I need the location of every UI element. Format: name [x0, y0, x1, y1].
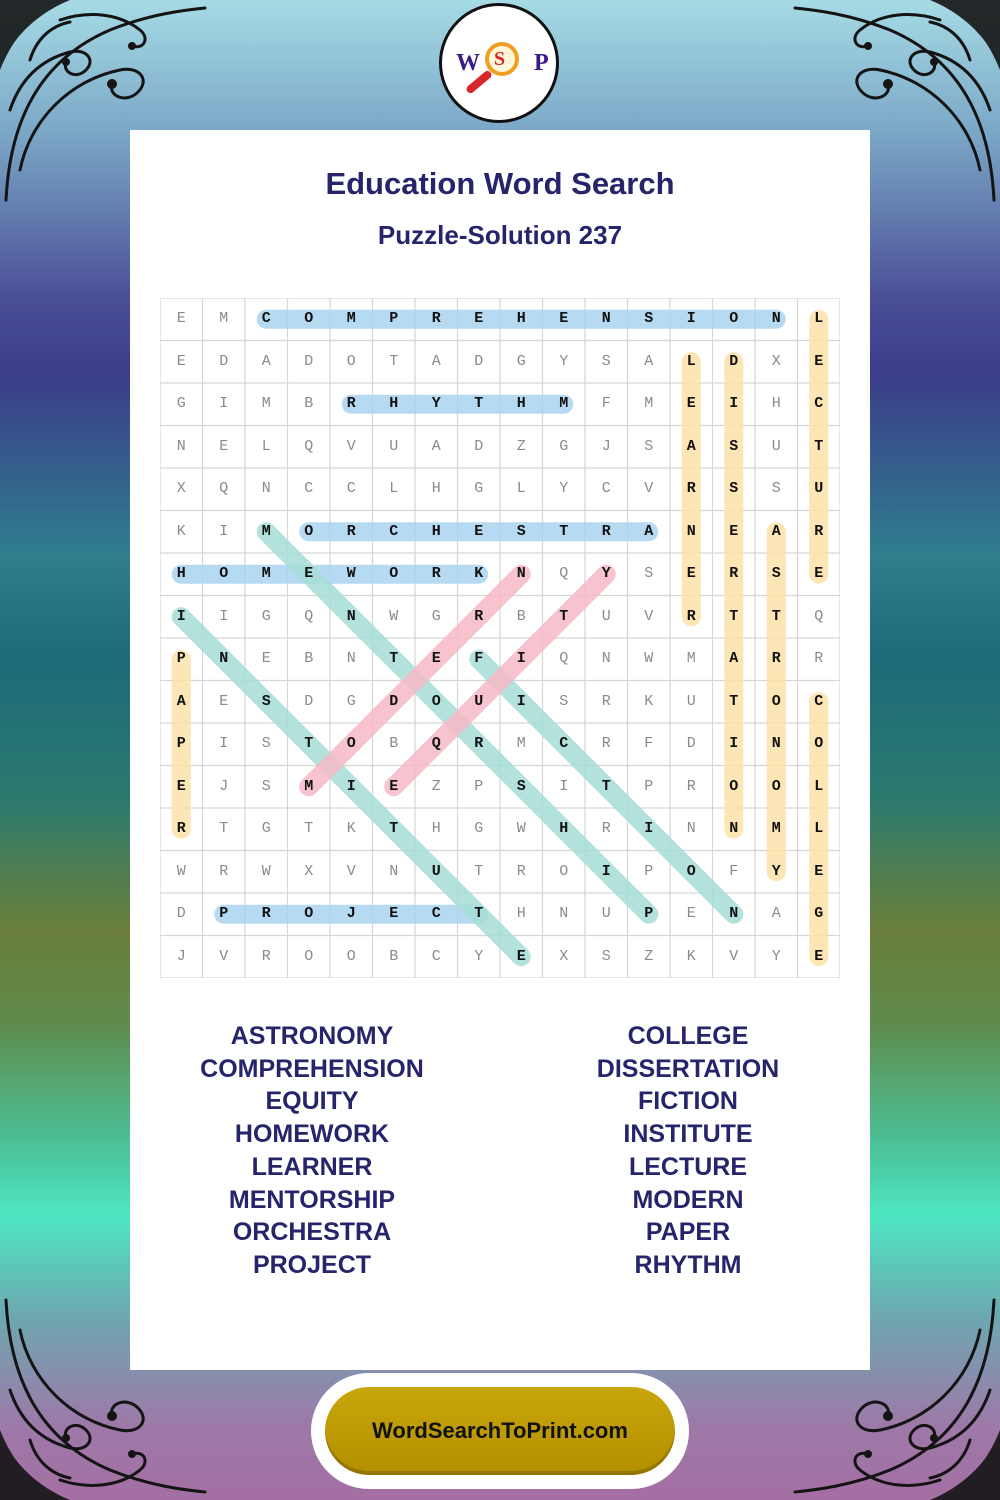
grid-letter: P [389, 310, 399, 327]
page-subtitle: Puzzle-Solution 237 [377, 220, 623, 250]
logo-letter-p: P [534, 50, 549, 76]
grid-letter: W [346, 565, 356, 582]
grid-letter: R [346, 395, 356, 412]
grid-letter: S [601, 947, 611, 965]
grid-letter: U [389, 437, 399, 455]
grid-letter: C [601, 480, 611, 497]
grid-letter: X [559, 947, 569, 965]
grid-letter: E [304, 565, 314, 582]
grid-letter: I [516, 692, 526, 710]
grid-letter: T [389, 650, 399, 667]
grid-letter: V [346, 862, 356, 880]
grid-letter: R [346, 522, 356, 540]
grid-letter: J [219, 777, 229, 795]
grid-letter: D [474, 352, 484, 370]
grid-letter: U [771, 437, 781, 455]
grid-letter: G [474, 480, 484, 497]
grid-letter: D [389, 692, 399, 710]
grid-letter: M [644, 395, 654, 412]
grid-letter: P [644, 905, 654, 922]
grid-letter: T [474, 905, 484, 922]
grid-letter: T [389, 820, 399, 837]
grid-letter: U [474, 692, 484, 710]
grid-letter: Y [559, 352, 569, 370]
grid-letter: E [474, 522, 484, 540]
grid-letter: K [346, 820, 356, 837]
grid-letter: J [346, 905, 356, 922]
grid-letter: N [771, 310, 781, 327]
grid-letter: F [644, 735, 654, 752]
grid-letter: Z [644, 947, 654, 965]
grid-letter: T [389, 352, 399, 370]
grid-letter: T [474, 862, 484, 880]
grid-letter: T [814, 437, 824, 455]
grid-letter: S [261, 692, 271, 710]
grid-letter: E [176, 777, 186, 795]
grid-letter: T [729, 607, 739, 625]
grid-letter: D [304, 692, 314, 710]
grid-letter: E [686, 395, 696, 412]
grid-letter: E [559, 310, 569, 327]
grid-letter: R [771, 650, 781, 667]
grid-letter: S [601, 352, 611, 370]
grid-letter: N [771, 735, 781, 752]
grid-letter: L [261, 437, 271, 455]
grid-letter: M [304, 777, 314, 795]
grid-letter: E [176, 310, 186, 327]
grid-letter: L [389, 480, 399, 497]
grid-letter: E [219, 692, 229, 710]
grid-letter: W [389, 607, 399, 625]
grid-letter: T [771, 607, 781, 625]
grid-letter: M [686, 650, 696, 667]
grid-letter: Q [559, 650, 569, 667]
grid-letter: O [304, 522, 314, 540]
grid-letter: N [176, 437, 186, 455]
grid-letter: I [346, 777, 356, 795]
grid-letter: I [644, 820, 654, 837]
grid-letter: A [771, 905, 781, 922]
word-item: PROJECT [252, 1250, 372, 1279]
grid-letter: E [814, 352, 824, 370]
grid-letter: G [516, 352, 526, 370]
grid-letter: C [346, 480, 356, 497]
grid-letter: S [516, 522, 526, 540]
grid-letter: R [686, 480, 696, 497]
grid-letter: H [771, 395, 781, 412]
grid-letter: N [686, 522, 696, 540]
grid-letter: O [686, 862, 696, 880]
grid-letter: B [389, 947, 399, 965]
grid-letter: T [304, 820, 314, 837]
word-item: RHYTHM [634, 1250, 742, 1279]
grid-letter: R [814, 522, 824, 540]
grid-letter: T [219, 820, 229, 837]
grid-letter: Y [559, 480, 569, 497]
grid-letter: S [729, 437, 739, 455]
grid-letter: A [686, 437, 696, 455]
word-item: HOMEWORK [234, 1120, 390, 1149]
grid-letter: H [516, 395, 526, 412]
grid-letter: D [729, 352, 739, 370]
grid-letter: S [729, 480, 739, 497]
grid-letter: E [814, 947, 824, 965]
grid-letter: G [431, 607, 441, 625]
grid-letter: S [644, 565, 654, 582]
grid-letter: O [304, 310, 314, 327]
grid-letter: P [644, 862, 654, 880]
grid-letter: X [771, 352, 781, 370]
word-item: MENTORSHIP [228, 1185, 396, 1214]
grid-letter: Q [559, 565, 569, 582]
grid-letter: E [474, 310, 484, 327]
grid-letter: Y [431, 395, 441, 412]
grid-letter: R [601, 820, 611, 837]
grid-letter: D [686, 735, 696, 752]
grid-letter: O [729, 777, 739, 795]
grid-letter: M [516, 735, 526, 752]
word-list-left [152, 1020, 472, 1282]
grid-letter: L [814, 777, 824, 795]
word-list-right [528, 1020, 848, 1282]
grid-letter: I [219, 522, 229, 540]
grid-letter: H [559, 820, 569, 837]
grid-letter: I [219, 735, 229, 752]
grid-letter: I [219, 607, 229, 625]
grid-letter: Q [304, 437, 314, 455]
grid-letter: P [474, 777, 484, 795]
grid-letter: H [516, 310, 526, 327]
grid-letter: R [176, 820, 186, 837]
grid-letter: W [176, 862, 186, 880]
word-item: ASTRONOMY [230, 1022, 394, 1050]
grid-letter: R [686, 777, 696, 795]
grid-letter: W [644, 650, 654, 667]
grid-letter: S [559, 692, 569, 710]
grid-letter: A [431, 352, 441, 370]
grid-letter: S [771, 565, 781, 582]
grid-letter: T [559, 522, 569, 540]
grid-letter: R [601, 735, 611, 752]
word-item: COLLEGE [627, 1022, 749, 1050]
grid-letter: G [346, 692, 356, 710]
grid-letter: V [219, 947, 229, 965]
grid-letter: E [814, 862, 824, 880]
grid-letter: H [431, 522, 441, 540]
grid-letter: F [474, 650, 484, 667]
grid-letter: K [474, 565, 484, 582]
word-search-grid [160, 298, 840, 978]
grid-letter: I [729, 735, 739, 752]
word-item: ORCHESTRA [232, 1218, 392, 1247]
grid-letter: M [346, 310, 356, 327]
word-item: INSTITUTE [623, 1120, 753, 1149]
grid-letter: B [304, 650, 314, 667]
grid-letter: F [601, 395, 611, 412]
grid-letter: B [304, 395, 314, 412]
grid-letter: O [346, 947, 356, 965]
grid-letter: N [219, 650, 229, 667]
grid-letter: K [176, 522, 186, 540]
grid-letter: I [686, 310, 696, 327]
grid-letter: R [814, 650, 824, 667]
grid-letter: M [261, 565, 271, 582]
grid-letter: N [346, 650, 356, 667]
grid-letter: E [176, 352, 186, 370]
grid-letter: G [474, 820, 484, 837]
grid-letter: S [261, 777, 271, 795]
grid-letter: O [771, 692, 781, 710]
grid-letter: G [261, 820, 271, 837]
grid-letter: A [431, 437, 441, 455]
footer-badge [311, 1373, 689, 1489]
grid-letter: H [176, 565, 186, 582]
grid-letter: I [176, 607, 186, 625]
grid-letter: O [729, 310, 739, 327]
logo-letter-w: W [456, 50, 480, 76]
grid-letter: S [644, 437, 654, 455]
grid-letter: S [644, 310, 654, 327]
word-item: PAPER [645, 1218, 731, 1247]
grid-letter: Q [814, 607, 824, 625]
grid-letter: N [516, 565, 526, 582]
word-item: COMPREHENSION [200, 1054, 424, 1083]
grid-letter: M [219, 310, 229, 327]
grid-letter: M [771, 820, 781, 837]
grid-letter: A [771, 522, 781, 540]
grid-letter: E [686, 905, 696, 922]
site-link-button[interactable]: WordSearchToPrint.com [325, 1387, 675, 1475]
word-item: EQUITY [265, 1087, 359, 1116]
grid-letter: Q [304, 607, 314, 625]
grid-letter: H [431, 480, 441, 497]
grid-letter: O [814, 735, 824, 752]
grid-letter: J [176, 947, 186, 965]
grid-letter: I [729, 395, 739, 412]
grid-letter: T [601, 777, 611, 795]
grid-letter: A [644, 522, 654, 540]
grid-letter: E [516, 947, 526, 965]
word-item: LEARNER [251, 1152, 373, 1181]
grid-letter: P [644, 777, 654, 795]
grid-letter: G [559, 437, 569, 455]
grid-letter: E [219, 437, 229, 455]
grid-letter: I [219, 395, 229, 412]
grid-letter: E [431, 650, 441, 667]
page-title: Education Word Search [325, 166, 675, 201]
grid-letter: T [304, 735, 314, 752]
grid-letter: U [431, 862, 441, 880]
grid-letter: N [729, 905, 739, 922]
grid-letter: A [644, 352, 654, 370]
grid-letter: N [729, 820, 739, 837]
grid-letter: E [814, 565, 824, 582]
grid-letter: C [559, 735, 569, 752]
grid-letter: V [644, 480, 654, 497]
grid-letter: I [559, 777, 569, 795]
grid-letter: K [686, 947, 696, 965]
grid-letter: V [729, 947, 739, 965]
grid-letter: S [261, 735, 271, 752]
grid-letter: Y [771, 862, 781, 880]
grid-letter: H [516, 905, 526, 922]
grid-letter: T [559, 607, 569, 625]
grid-letter: T [729, 692, 739, 710]
grid-letter: X [176, 480, 186, 497]
grid-letter: Q [431, 735, 441, 752]
grid-letter: N [601, 310, 611, 327]
grid-letter: O [559, 862, 569, 880]
grid-letter: N [601, 650, 611, 667]
grid-letter: O [346, 735, 356, 752]
grid-letter: T [474, 395, 484, 412]
grid-letter: H [389, 395, 399, 412]
grid-letter: C [814, 692, 824, 710]
grid-letter: W [516, 820, 526, 837]
grid-letter: U [601, 905, 611, 922]
grid-letter: D [176, 905, 186, 922]
grid-letter: Y [474, 947, 484, 965]
grid-letter: R [686, 607, 696, 625]
grid-letter: H [431, 820, 441, 837]
grid-letter: P [176, 650, 186, 667]
grid-letter: C [261, 310, 271, 327]
grid-letter: I [601, 862, 611, 880]
word-item: MODERN [632, 1185, 744, 1214]
grid-letter: U [686, 692, 696, 710]
grid-letter: C [431, 947, 441, 965]
site-logo[interactable] [439, 3, 559, 123]
word-item: DISSERTATION [596, 1054, 780, 1083]
grid-letter: E [389, 777, 399, 795]
grid-letter: M [559, 395, 569, 412]
word-item: LECTURE [628, 1152, 748, 1181]
grid-letter: R [474, 735, 484, 752]
grid-letter: S [516, 777, 526, 795]
grid-letter: R [601, 692, 611, 710]
grid-letter: K [644, 692, 654, 710]
grid-letter: E [686, 565, 696, 582]
grid-letter: R [261, 905, 271, 922]
grid-letter: O [304, 947, 314, 965]
grid-letter: N [389, 862, 399, 880]
grid-letter: W [261, 862, 271, 880]
grid-letter: R [431, 310, 441, 327]
grid-letter: L [686, 352, 696, 370]
grid-letter: D [474, 437, 484, 455]
grid-letter: E [729, 522, 739, 540]
grid-letter: O [219, 565, 229, 582]
grid-letter: D [219, 352, 229, 370]
grid-letter: E [261, 650, 271, 667]
grid-letter: N [261, 480, 271, 497]
grid-letter: R [729, 565, 739, 582]
grid-letter: Q [219, 480, 229, 497]
grid-letter: N [686, 820, 696, 837]
grid-letter: M [261, 395, 271, 412]
grid-letter: S [771, 480, 781, 497]
word-item: FICTION [638, 1087, 738, 1116]
grid-letter: L [814, 820, 824, 837]
grid-letter: G [814, 905, 824, 922]
grid-letter: N [559, 905, 569, 922]
grid-letter: D [304, 352, 314, 370]
grid-letter: R [516, 862, 526, 880]
grid-letter: R [601, 522, 611, 540]
grid-letter: C [814, 395, 824, 412]
grid-letter: A [261, 352, 271, 370]
grid-letter: A [176, 692, 186, 710]
grid-letter: E [389, 905, 399, 922]
grid-letter: R [474, 607, 484, 625]
grid-letter: X [304, 862, 314, 880]
grid-letter: O [304, 905, 314, 922]
grid-letter: L [814, 310, 824, 327]
grid-letter: N [346, 607, 356, 625]
grid-letter: L [516, 480, 526, 497]
grid-letter: R [261, 947, 271, 965]
grid-letter: F [729, 862, 739, 880]
grid-letter: Y [601, 565, 611, 582]
puzzle-card [130, 130, 870, 1370]
grid-letter: M [261, 522, 271, 540]
grid-letter: R [219, 862, 229, 880]
grid-letter: P [219, 905, 229, 922]
grid-letter: V [346, 437, 356, 455]
grid-letter: Z [431, 777, 441, 795]
grid-letter: P [176, 735, 186, 752]
grid-letter: U [601, 607, 611, 625]
grid-letter: U [814, 480, 824, 497]
grid-letter: G [176, 395, 186, 412]
grid-letter: A [729, 650, 739, 667]
grid-letter: I [516, 650, 526, 667]
grid-letter: O [346, 352, 356, 370]
grid-letter: C [304, 480, 314, 497]
logo-letter-s: S [494, 48, 506, 70]
grid-letter: C [389, 522, 399, 540]
grid-letter: C [431, 905, 441, 922]
grid-letter: B [389, 735, 399, 752]
grid-letter: V [644, 607, 654, 625]
grid-letter: Z [516, 437, 526, 455]
grid-letter: O [771, 777, 781, 795]
grid-letter: B [516, 607, 526, 625]
grid-letter: R [431, 565, 441, 582]
grid-letter: O [389, 565, 399, 582]
grid-letter: J [601, 437, 611, 455]
grid-letter: Y [771, 947, 781, 965]
grid-letter: G [261, 607, 271, 625]
grid-letter: O [431, 692, 441, 710]
